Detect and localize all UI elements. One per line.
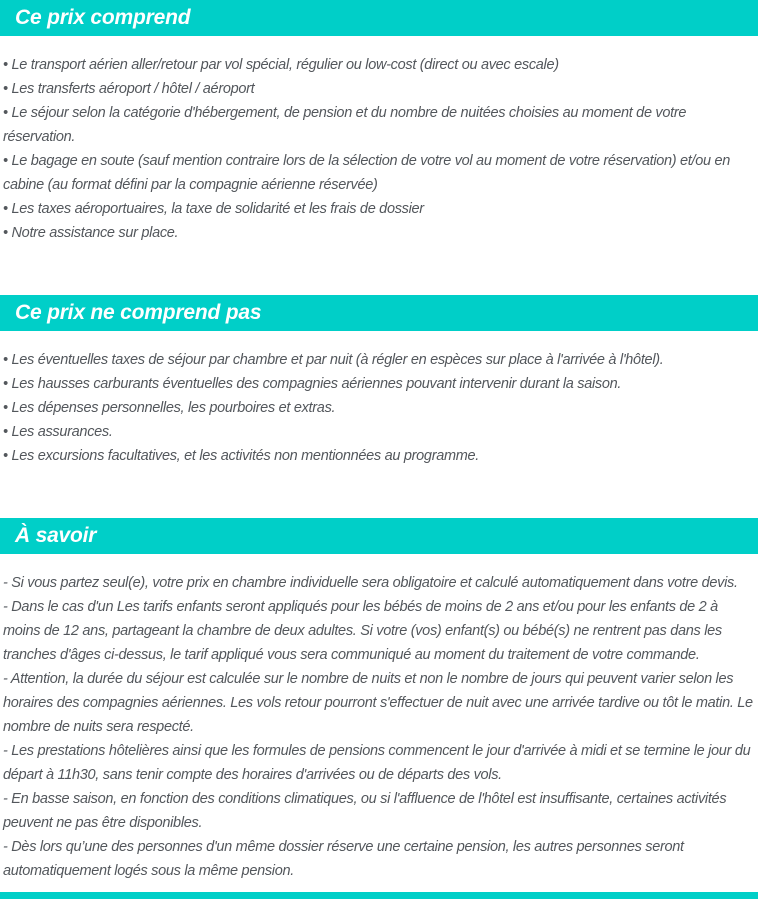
list-item: - Attention, la durée du séjour est calculée sur le nombre de nuits et non le nombre de jours qui peuvent varier selon les horaires des compagnies aériennes. Les vols retour pourront s'effectuer de nuit avec une arrivée tardive ou tôt le matin. Le nombre de nuits sera respecté.	[3, 671, 753, 735]
list-item: • Les hausses carburants éventuelles des compagnies aériennes pouvant intervenir durant la saison.	[3, 376, 622, 392]
section-price-excludes	[0, 295, 758, 518]
section-header-price-includes	[0, 0, 758, 36]
section-title-price-includes: Ce prix comprend	[15, 6, 191, 29]
list-item: • Le bagage en soute (sauf mention contraire lors de la sélection de votre vol au moment de votre réservation) et/ou en cabine (au format défini par la compagnie aérienne réservée)	[3, 153, 731, 193]
list-item: • Les dépenses personnelles, les pourboires et extras.	[3, 400, 336, 416]
section-to-know	[0, 518, 758, 883]
section-price-includes	[0, 0, 758, 295]
price-excludes-list	[3, 348, 756, 518]
list-item: • Les transferts aéroport / hôtel / aéroport	[3, 81, 255, 97]
list-item: • Notre assistance sur place.	[3, 225, 179, 241]
list-item: - Dans le cas d'un Les tarifs enfants seront appliqués pour les bébés de moins de 2 ans et/ou pour les enfants de 2 à moins de 12 ans, partageant la chambre de deux adultes. Si votre (vos) enfant(s) ou bébé(s) ne rentrent pas dans les tranches d'âges ci-dessus, le tarif appliqué vous sera communiqué au moment du traitement de votre commande.	[3, 599, 722, 663]
list-item: • Les éventuelles taxes de séjour par chambre et par nuit (à régler en espèces sur place à l'arrivée à l'hôtel).	[3, 352, 664, 368]
list-item: • Le transport aérien aller/retour par vol spécial, régulier ou low-cost (direct ou avec escale)	[3, 57, 559, 73]
price-includes-list	[3, 53, 756, 295]
next-section-header-strip	[0, 892, 758, 899]
list-item: • Les assurances.	[3, 424, 113, 440]
section-title-price-excludes: Ce prix ne comprend pas	[15, 301, 262, 324]
list-item: - Dès lors qu’une des personnes d'un même dossier réserve une certaine pension, les autres personnes seront automatiquement logés sous la même pension.	[3, 839, 684, 879]
to-know-list	[3, 571, 756, 883]
section-header-to-know	[0, 518, 758, 554]
list-item: • Les excursions facultatives, et les activités non mentionnées au programme.	[3, 448, 480, 464]
list-item: - En basse saison, en fonction des conditions climatiques, ou si l'affluence de l'hôtel est insuffisante, certaines activités peuvent ne pas être disponibles.	[3, 791, 727, 831]
list-item: - Si vous partez seul(e), votre prix en chambre individuelle sera obligatoire et calculé automatiquement dans votre devis.	[3, 575, 738, 591]
list-item: • Les taxes aéroportuaires, la taxe de solidarité et les frais de dossier	[3, 201, 424, 217]
list-item: - Les prestations hôtelières ainsi que les formules de pensions commencent le jour d'arrivée à midi et se termine le jour du départ à 11h30, sans tenir compte des horaires d'arrivées ou de départs des vols.	[3, 743, 751, 783]
list-item: • Le séjour selon la catégorie d'hébergement, de pension et du nombre de nuitées choisies au moment de votre réservation.	[3, 105, 687, 145]
section-header-price-excludes	[0, 295, 758, 331]
section-title-to-know: À savoir	[15, 524, 97, 547]
